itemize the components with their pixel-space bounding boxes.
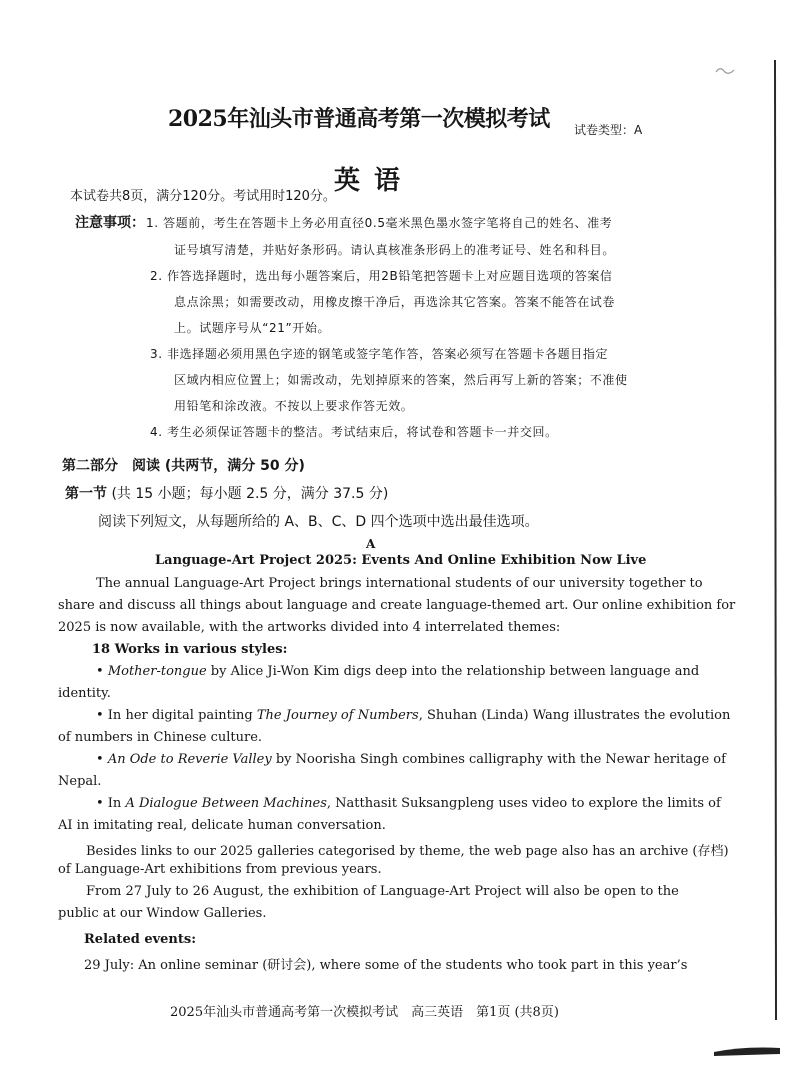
notice-line: 1. 答题前，考生在答题卡上务必用直径0.5毫米黑色墨水签字笔将自己的姓名、准考 [146, 216, 613, 230]
page-edge-shadow-bottom [714, 1044, 780, 1056]
passage-line: 29 July: An online seminar (研讨会), where some of the students who took part in this year’s [84, 958, 688, 973]
bullet-text: • [96, 752, 108, 767]
artwork-title: The Journey of Numbers [256, 708, 419, 723]
passage-line: Besides links to our 2025 galleries categorised by theme, the web page also has an archive (存档) [86, 844, 729, 859]
exam-intro: 本试卷共8页，满分120分。考试用时120分。 [70, 189, 336, 204]
notice-line: 上。试题序号从“21”开始。 [174, 321, 331, 335]
notice-label: 注意事项： [75, 215, 145, 231]
paper-type: 试卷类型：A [574, 123, 643, 137]
passage-line: The annual Language-Art Project brings international students of our university together to [96, 576, 703, 591]
work-item [96, 796, 721, 811]
notice-line: 2. 作答选择题时，选出每小题答案后，用2B铅笔把答题卡上对应题目选项的答案信 [150, 269, 613, 283]
passage-line: Nepal. [58, 774, 102, 789]
passage-line: share and discuss all things about language and create language-themed art. Our online exhibition for [58, 598, 736, 613]
notice-line: 4. 考生必须保证答题卡的整洁。考试结束后，将试卷和答题卡一并交回。 [150, 425, 558, 439]
related-events-heading: Related events: [84, 932, 196, 947]
exam-title: 2025年汕头市普通高考第一次模拟考试 [168, 106, 550, 132]
passage-letter: A [366, 537, 376, 551]
ink-mark [714, 64, 736, 78]
passage-line: AI in imitating real, delicate human conversation. [58, 818, 386, 833]
passage-title: Language-Art Project 2025: Events And Online Exhibition Now Live [155, 553, 647, 568]
notice-line: 用铅笔和涂改液。不按以上要求作答无效。 [174, 399, 414, 413]
work-description: by Noorisha Singh combines calligraphy with the Newar heritage of [271, 752, 726, 767]
notice-line: 3. 非选择题必须用黑色字迹的钢笔或签字笔作答，答案必须写在答题卡各题目指定 [150, 347, 609, 361]
section-heading: 第二部分 阅读 (共两节，满分 50 分) [62, 458, 305, 474]
notice-line: 区域内相应位置上；如需改动，先划掉原来的答案，然后再写上新的答案；不准使 [174, 373, 628, 387]
page-footer: 2025年汕头市普通高考第一次模拟考试 高三英语 第1页 (共8页) [170, 1005, 559, 1020]
works-heading: 18 Works in various styles: [92, 642, 288, 657]
work-item [96, 664, 699, 679]
subject-title: 英语 [334, 166, 415, 196]
artwork-title: A Dialogue Between Machines [125, 796, 327, 811]
notice-line: 证号填写清楚，并贴好条形码。请认真核准条形码上的准考证号、姓名和科目。 [174, 243, 616, 257]
notice-line: 息点涂黑；如需要改动，用橡皮擦干净后，再选涂其它答案。答案不能答在试卷 [174, 295, 616, 309]
work-description: , Natthasit Suksangpleng uses video to explore the limits of [326, 796, 721, 811]
subsection-label: 第一节 [65, 486, 107, 502]
reading-instruction: 阅读下列短文，从每题所给的 A、B、C、D 四个选项中选出最佳选项。 [98, 514, 539, 530]
work-item [96, 752, 726, 767]
passage-line: of Language-Art exhibitions from previous years. [58, 862, 382, 877]
passage-line: 2025 is now available, with the artworks divided into 4 interrelated themes: [58, 620, 561, 635]
artwork-title: An Ode to Reverie Valley [107, 752, 272, 767]
page-edge-shadow [772, 60, 778, 1020]
work-description: by Alice Ji-Won Kim digs deep into the relationship between language and [206, 664, 700, 679]
bullet-text: • [96, 664, 108, 679]
artwork-title: Mother-tongue [107, 664, 207, 679]
work-description: , Shuhan (Linda) Wang illustrates the evolution [418, 708, 731, 723]
subsection-heading [65, 483, 388, 503]
subsection-detail: (共 15 小题；每小题 2.5 分，满分 37.5 分) [111, 486, 389, 502]
work-item [96, 708, 730, 723]
bullet-text: • In [96, 796, 126, 811]
passage-line: From 27 July to 26 August, the exhibition of Language-Art Project will also be open to the [86, 884, 679, 899]
passage-line: identity. [58, 686, 111, 701]
passage-line: of numbers in Chinese culture. [58, 730, 263, 745]
passage-line: public at our Window Galleries. [58, 906, 267, 921]
bullet-text: • In her digital painting [96, 708, 257, 723]
